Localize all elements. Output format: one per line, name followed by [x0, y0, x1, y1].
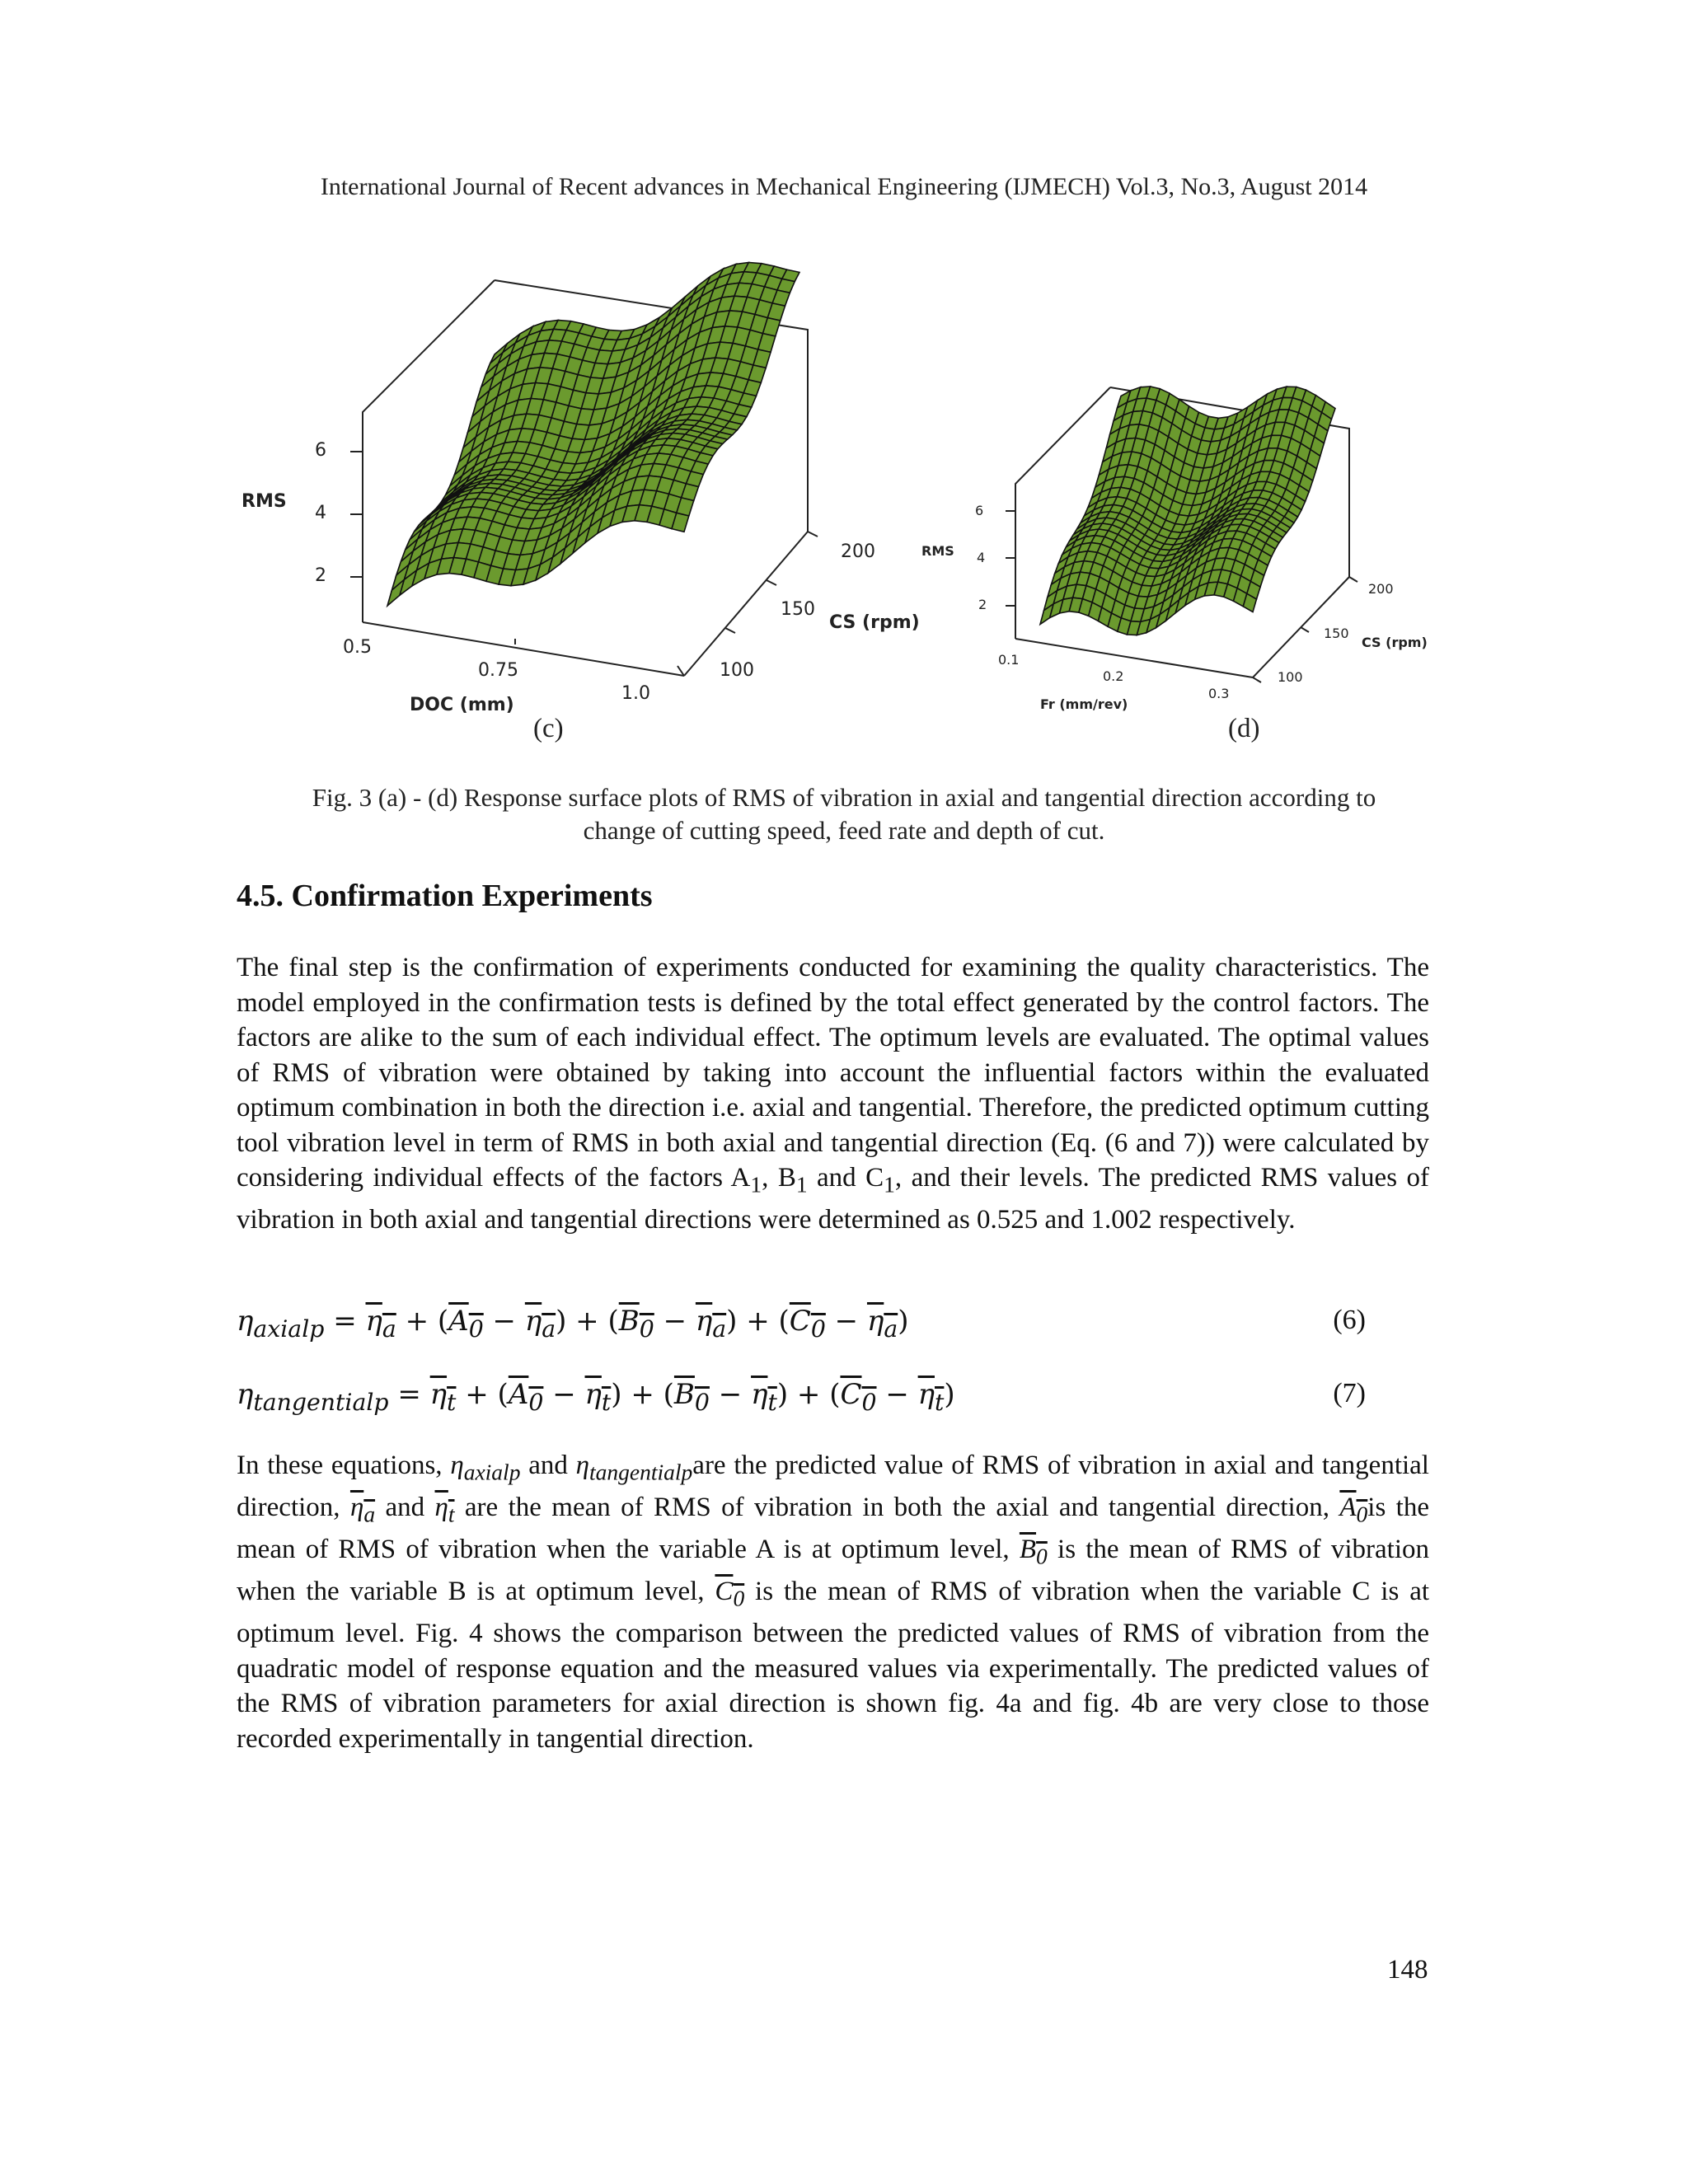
panel-label-c: (c)	[533, 714, 564, 743]
plot-c-ztick-6: 6	[315, 440, 326, 461]
equation-7: $\eta_{tangentialp} = \eta_t + (A_0 - \eta_t) + (B_0 - \eta_t) + (C_0 - \eta_t)$ (7)	[237, 1378, 1366, 1416]
plot-d-zlabel: RMS	[921, 543, 954, 559]
surface-plots	[0, 0, 1688, 775]
plot-d-xtick-2: 0.2	[1103, 668, 1124, 684]
plot-c-surface	[387, 263, 799, 607]
plot-d-ylabel: CS (rpm)	[1362, 635, 1428, 650]
plot-c-xtick-1: 0.5	[343, 637, 372, 658]
plot-c-xtick-2: 0.75	[478, 660, 518, 681]
plot-c-ytick-1: 100	[720, 660, 754, 681]
journal-header: International Journal of Recent advances in Mechanical Engineering (IJMECH) Vol.3, No.3, August 2014	[320, 173, 1368, 200]
plot-c-ytick-3: 200	[841, 541, 875, 562]
page-number: 148	[1387, 1955, 1428, 1985]
equation-7-number: (7)	[1333, 1378, 1366, 1408]
plot-c-zlabel: RMS	[241, 491, 287, 512]
plot-d-xtick-3: 0.3	[1208, 686, 1230, 701]
plot-c-xtick-3: 1.0	[621, 683, 650, 704]
plot-d-ztick-6: 6	[975, 503, 984, 518]
equation-6-number: (6)	[1333, 1305, 1366, 1335]
figure-caption	[239, 781, 1449, 847]
figure-3	[0, 0, 1688, 775]
plot-c-xlabel: DOC (mm)	[410, 695, 514, 715]
plot-d-xlabel: Fr (mm/rev)	[1040, 696, 1128, 712]
plot-d-ytick-3: 200	[1368, 581, 1394, 597]
plot-d-ytick-2: 150	[1324, 626, 1349, 641]
plot-c-ztick-2: 2	[315, 565, 326, 586]
paragraph-confirmation: The final step is the confirmation of experiments conducted for examining the quality characteristics. The model employed in the confirmation tests is defined by the total effect generated by the control factors. The factors are alike to the sum of each individual effect. The optimum levels are evaluated. The optimal values of RMS of vibration were obtained by taking into account the influential factors within the evaluated optimum combination in both the direction i.e. axial and tangential. Therefore, the predicted optimum cutting tool vibration level in term of RMS in both axial and tangential direction (Eq. (6 and 7)) were calculated by considering individual effects of the factors $A_1$, $B_1$ and $C_1$, and their levels. The predicted RMS values of vibration in both axial and tangential directions were determined as 0.525 and 1.002 respectively.	[237, 953, 1429, 1235]
plot-c-ytick-2: 150	[781, 599, 815, 620]
caption-line-1: Fig. 3 (a) - (d) Response surface plots of RMS of vibration in axial and tangential direction according to	[312, 783, 1376, 812]
plot-d-ztick-4: 4	[977, 550, 986, 565]
paragraph-equations-explanation: In these equations, $\eta_{axialp}$ and $\eta_{tangentialp}are$ the predicted value of RMS of vibration in axial and tangential direction, $\eta_a$ and $\eta_t$ are the mean of RMS of vibration in both the axial and tangential direction, $A_0is$ the mean of RMS of vibration when the variable A is at optimum level, $B_0$ is the mean of RMS of vibration when the variable B is at optimum level, $C_0$ is the mean of RMS of vibration when the variable C is at optimum level. Fig. 4 shows the comparison between the predicted values of RMS of vibration from the quadratic model of response equation and the measured values via experimentally. The predicted values of the RMS of vibration parameters for axial direction is shown fig. 4a and fig. 4b are very close to those recorded experimentally in tangential direction.	[237, 1451, 1430, 1754]
plot-d-ytick-1: 100	[1278, 669, 1303, 685]
panel-label-d: (d)	[1228, 714, 1260, 743]
plot-d-surface	[1040, 387, 1335, 635]
plot-d-xtick-1: 0.1	[998, 652, 1020, 668]
section-title: 4.5. Confirmation Experiments	[237, 879, 653, 913]
plot-d-ztick-2: 2	[978, 597, 987, 612]
equation-6: $\eta_{axialp} = \eta_a + (A_0 - \eta_a) + (B_0 - \eta_a) + (C_0 - \eta_a)$ (6)	[237, 1305, 1366, 1343]
plot-c-ztick-4: 4	[315, 503, 326, 523]
caption-line-2: change of cutting speed, feed rate and depth of cut.	[583, 816, 1105, 845]
plot-c-ylabel: CS (rpm)	[829, 612, 920, 633]
